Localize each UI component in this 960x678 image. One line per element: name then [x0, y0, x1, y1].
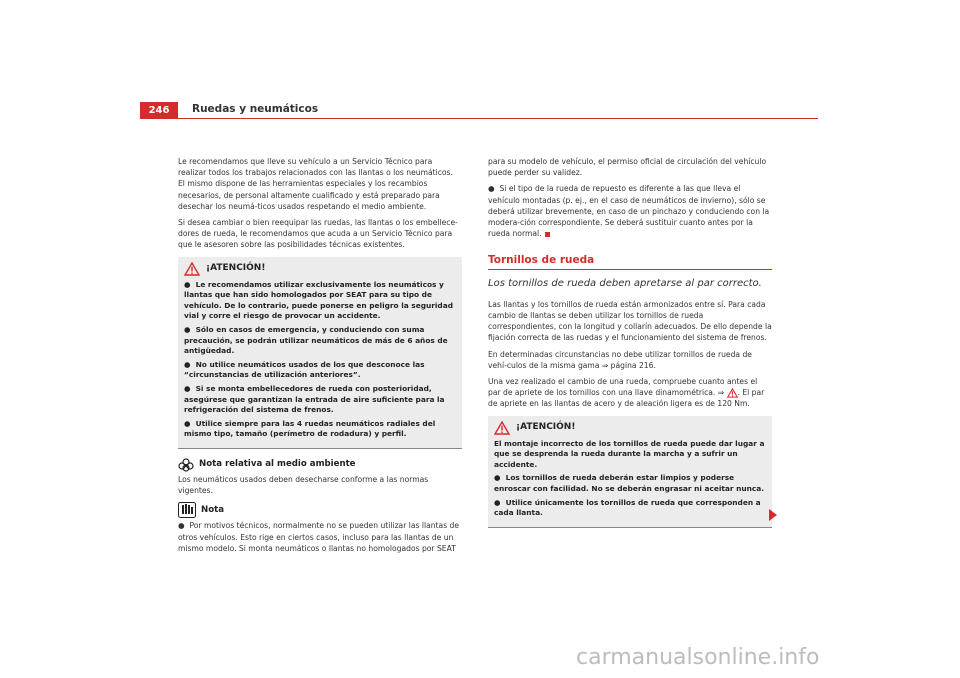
note-header	[178, 502, 462, 518]
note-title: Nota	[201, 504, 225, 515]
warning-title: ¡ATENCIÓN!	[516, 422, 576, 433]
warning-body	[184, 280, 456, 440]
paragraph: Una vez realizado el cambio de una rueda, compruebe cuanto antes el par de apriete de los tornillos con una llave dinamométrica. ⇒ . El par de apriete en las llantas de acero y de aleación ligera es de 120 Nm.	[488, 377, 765, 409]
warning-triangle-icon	[184, 262, 200, 276]
warning-item: ● Le recomendamos utilizar exclusivamente los neumáticos y llantas que han sido homologados por SEAT para su tipo de vehículo. De lo contrario, puede ponerse en peligro la seguridad vial y corre el riesgo de provocar un accidente.	[184, 279, 454, 321]
warning-item: ● No utilice neumáticos usados de los que desconoce las “circunstancias de utilización anteriores”.	[184, 359, 425, 380]
paragraph: Si desea cambiar o bien reequipar las ruedas, las llantas o los embellece-dores de rueda, le recomendamos que acuda a un Servicio Técnico para que le asesoren sobre las posibilidades técnicas existentes.	[178, 218, 458, 250]
paragraph: Las llantas y los tornillos de rueda están armonizados entre sí. Para cada cambio de llantas se deben utilizar los tornillos de rueda correspondientes, con la longitud y collarín adecuados. De ello depende la fijación correcta de las ruedas y el funcionamiento del sistema de frenos.	[488, 299, 772, 343]
left-column	[178, 156, 462, 559]
note-hand-icon	[178, 502, 196, 518]
section-title: Tornillos de rueda	[488, 254, 595, 267]
warning-item: ● Si se monta embellecedores de rueda con posterioridad, asegúrese que garantizan la entrada de aire suficiente para la refrigeración del sistema de frenos.	[184, 383, 445, 415]
section-subtitle: Los tornillos de rueda deben apretarse al par correcto.	[488, 277, 762, 289]
continue-arrow-icon	[769, 509, 777, 521]
section-end-marker	[545, 232, 550, 237]
bullet-paragraph: ● Si el tipo de la rueda de repuesto es diferente a las que lleva el vehículo montadas (p. ej., en el caso de neumáticos de invierno), sólo se deberá utilizar brevemente, en caso de un pinchazo y conduciendo con la modera-ción correspondiente. Se deberá sustituir cuanto antes por la rueda normal.	[488, 184, 770, 239]
warning-triangle-icon	[494, 421, 510, 435]
warning-ref-icon	[727, 388, 738, 398]
env-note-header	[178, 458, 462, 472]
right-column	[488, 156, 772, 537]
environment-flower-icon	[178, 458, 194, 472]
warning-item: ● Los tornillos de rueda deberán estar limpios y poderse enroscar con facilidad. No se deberán engrasar ni aceitar nunca.	[494, 473, 765, 494]
env-note-title: Nota relativa al medio ambiente	[199, 459, 356, 470]
watermark: carmanualsonline.info	[576, 645, 820, 670]
paragraph: para su modelo de vehículo, el permiso oficial de circulación del vehículo puede perder su validez.	[488, 157, 767, 178]
note-text: ● Por motivos técnicos, normalmente no se pueden utilizar las llantas de otros vehículos. Esto rige en ciertos casos, incluso para las llantas de un mismo modelo. Si monta neumáticos o llantas no homologados por SEAT	[178, 521, 460, 553]
warning-item: ● Sólo en casos de emergencia, y conduciendo con suma precaución, se podrán utilizar neumáticos de más de 6 años de antigüedad.	[184, 325, 448, 356]
warning-header	[494, 421, 766, 435]
section-divider	[488, 269, 772, 270]
header-divider	[140, 118, 818, 119]
page-number: 246	[140, 102, 178, 119]
env-note-text: Los neumáticos usados deben desecharse conforme a las normas vigentes.	[178, 474, 429, 496]
warning-box	[488, 416, 772, 528]
warning-item: ● Utilice siempre para las 4 ruedas neumáticos radiales del mismo tipo, tamaño (perímetro de rodadura) y perfil.	[184, 418, 436, 439]
warning-item: ● Utilice únicamente los tornillos de rueda que corresponden a cada llanta.	[494, 497, 761, 518]
paragraph: Le recomendamos que lleve su vehículo a un Servicio Técnico para realizar todos los trabajos relacionados con las llantas o los neumáticos. El mismo dispone de las herramientas especiales y los recambios necesarios, de personal altamente cualificado y está preparado para desechar los neumá-ticos usados respetando el medio ambiente.	[178, 157, 453, 211]
warning-title: ¡ATENCIÓN!	[206, 263, 266, 274]
warning-lead: El montaje incorrecto de los tornillos de rueda puede dar lugar a que se desprenda la rueda durante la marcha y a sufrir un accidente.	[494, 438, 765, 469]
warning-header	[184, 262, 456, 276]
warning-body	[494, 439, 766, 519]
chapter-title: Ruedas y neumáticos	[192, 103, 319, 115]
paragraph: En determinadas circunstancias no debe utilizar tornillos de rueda de vehí-culos de la misma gama ⇒ página 216.	[488, 349, 752, 370]
warning-box	[178, 257, 462, 449]
